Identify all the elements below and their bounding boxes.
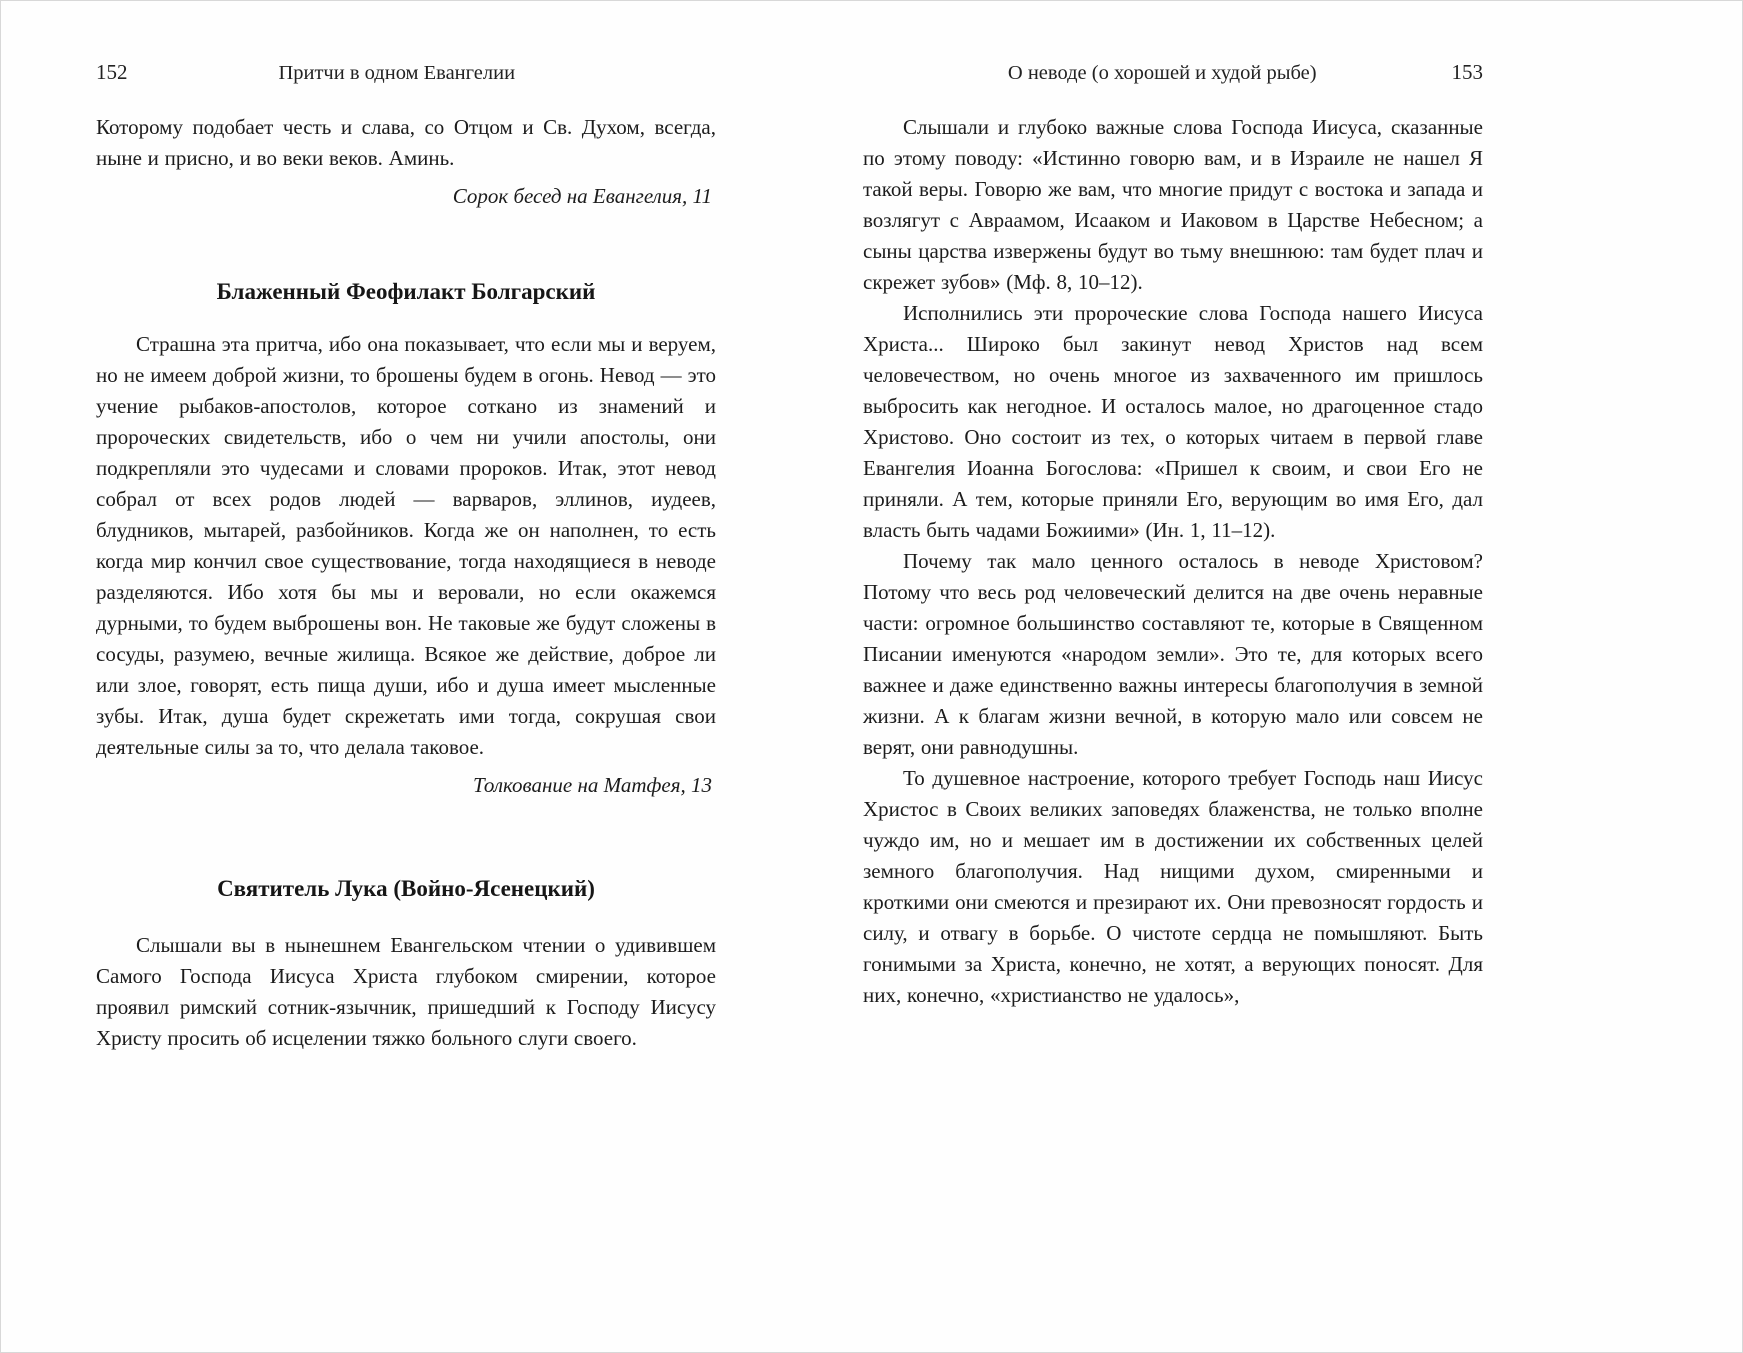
paragraph: То душевное настроение, которого требует Господь наш Иисус Христос в Своих великих заповедях блаженства, не только вполне чуждо им, но и мешает им в достижении их собственных целей земного благополучия. Над нищими духом, смиренными и кроткими они смеются и презирают их. Они превозносят гордость и силу, и отвагу в борьбе. О чистоте сердца не помышляют. Быть гонимыми за Христа, конечно, не хотят, а верующих поносят. Для них, конечно, «христианство не удалось», (863, 766, 1483, 1007)
page-left (96, 1, 716, 1054)
paragraph: Исполнились эти пророческие слова Господа нашего Иисуса Христа... Широко был закинут невод Христов над всем человечеством, но очень многое из захваченного им пришлось выбросить как негодное. И осталось малое, но драгоценное стадо Христово. Оно состоит из тех, о которых читаем в первой главе Евангелия Иоанна Богослова: «Пришел к своим, и свои Его не приняли. А тем, которые приняли Его, верующим во имя Его, дал власть быть чадами Божиими» (Ин. 1, 11–12). (863, 301, 1483, 542)
paragraph: Слышали вы в нынешнем Евангельском чтении о удивившем Самого Господа Иисуса Христа глубоком смирении, которое проявил римский сотник-язычник, пришедший к Господу Иисусу Христу просить об исцелении тяжко больного слуги своего. (96, 933, 716, 1050)
source-attribution: Сорок бесед на Евангелия, 11 (452, 184, 712, 208)
page-right (863, 1, 1483, 1011)
source-attribution: Толкование на Матфея, 13 (472, 773, 712, 797)
paragraph: Слышали и глубоко важные слова Господа Иисуса, сказанные по этому поводу: «Истинно говорю вам, и в Израиле не нашел Я такой веры. Говорю же вам, что многие придут с востока и запада и возлягут с Авраамом, Исааком и Иаковом в Царстве Небесном; а сыны царства извержены будут во тьму внешнюю: там будет плач и скрежет зубов» (Мф. 8, 10–12). (863, 115, 1483, 294)
continuation-paragraph: Которому подобает честь и слава, со Отцом и Св. Духом, всегда, ныне и присно, и во веки веков. Аминь. (96, 115, 716, 170)
page-number-left: 152 (96, 60, 128, 84)
paragraph: Страшна эта притча, ибо она показывает, что если мы и веруем, но не имеем доброй жизни, то брошены будем в огонь. Невод — это учение рыбаков-апостолов, которое соткано из знамений и пророческих свидетельств, ибо о чем ни учили апостолы, они подкрепляли это чудесами и словами пророков. Итак, этот невод собрал от всех родов людей — варваров, эллинов, иудеев, блудников, мытарей, разбойников. Когда же он наполнен, то есть когда мир кончил свое существование, тогда находящиеся в неводе разделяются. Ибо хотя бы мы и веровали, но если окажемся дурными, то будем выброшены вон. Не таковые же будут сложены в сосуды, разумею, вечные жилища. Всякое же действие, доброе ли или злое, говорят, есть пища души, ибо и душа имеет мысленные зубы. Итак, душа будет скрежетать ими тогда, сокрушая свои деятельные силы за то, что делала таковое. (96, 332, 716, 759)
paragraph: Почему так мало ценного осталось в неводе Христовом? Потому что весь род человеческий делится на две очень неравные части: огромное большинство составляют те, которые в Священном Писании именуются «народом земли». Это те, для которых всего важнее и даже единственно важны интересы благополучия в земной жизни. А к благам жизни вечной, в которую мало или совсем не верят, они равнодушны. (863, 549, 1483, 759)
running-title-right: О неводе (о хорошей и худой рыбе) (1007, 62, 1317, 84)
running-head-right (863, 59, 1483, 86)
section-heading-feofilakt: Блаженный Феофилакт Болгарский (216, 279, 596, 304)
page-number-right: 153 (1451, 60, 1483, 84)
running-head-left (96, 59, 716, 86)
running-title-left: Притчи в одном Евангелии (278, 62, 516, 84)
section-heading-luka: Святитель Лука (Войно-Ясенецкий) (217, 876, 595, 901)
